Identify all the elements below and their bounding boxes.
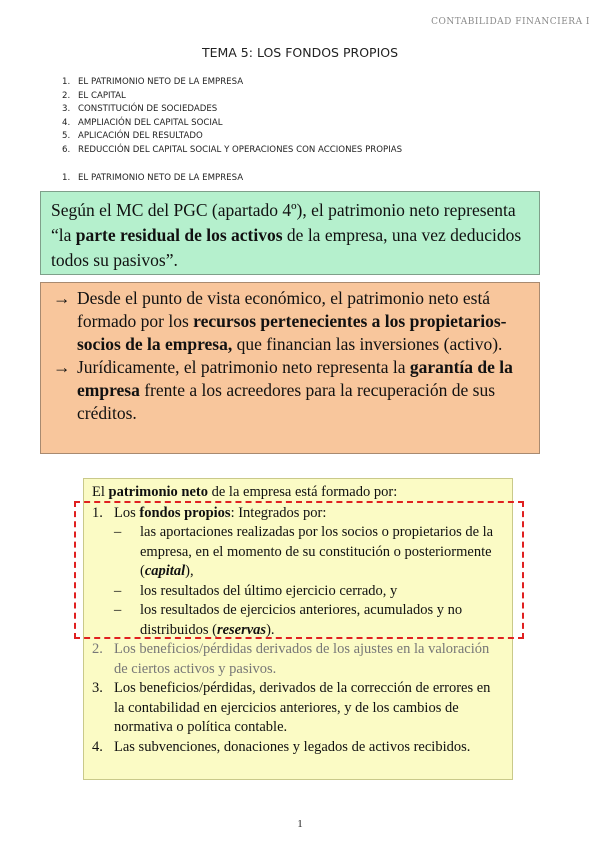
- composition-item-errores: [92, 679, 504, 738]
- item-emphasis: fondos propios: [139, 504, 231, 521]
- definition-text-end: de la empresa, una vez deducidos todos su pasivos”.: [51, 225, 522, 270]
- composition-item-subvenciones: [92, 738, 504, 758]
- toc-item-label: APLICACIÓN DEL RESULTADO: [78, 131, 203, 141]
- toc-item: [62, 76, 402, 90]
- legal-text-end: frente a los acreedores para la recuperación de sus créditos.: [77, 380, 496, 423]
- sub-item-emphasis: capital: [144, 563, 186, 579]
- arrow-right-icon: →: [53, 288, 71, 308]
- legal-emphasis: garantía de la empresa: [77, 357, 513, 400]
- sub-item-text: los resultados del último ejercicio cerrado, y: [140, 582, 398, 599]
- economic-emphasis: recursos pertenecientes a los propietarios-socios de la empresa,: [77, 311, 507, 354]
- item-number: 2.: [92, 641, 103, 657]
- sub-item-text: los resultados de ejercicios anteriores, acumulados y no distribuidos (: [140, 602, 463, 638]
- toc-item-number: 4.: [62, 117, 71, 128]
- legal-perspective: [53, 356, 533, 425]
- toc-item-number: 3.: [62, 104, 71, 114]
- perspectives-box: [40, 282, 540, 454]
- toc-item: [62, 90, 402, 104]
- toc-item: [62, 130, 402, 144]
- section-label: EL PATRIMONIO NETO DE LA EMPRESA: [78, 173, 244, 183]
- section-number: 1.: [62, 173, 71, 183]
- running-header: CONTABILIDAD FINANCIERA I: [431, 17, 590, 27]
- definition-emphasis: parte residual de los activos: [75, 225, 283, 245]
- legal-text: Jurídicamente, el patrimonio neto representa la: [77, 357, 410, 377]
- section-heading: [62, 173, 243, 183]
- toc-item-number: 5.: [62, 131, 71, 141]
- item-text: Los beneficios/pérdidas, derivados de la corrección de errores en la contabilidad en ejercicios anteriores, y de los cambios de normativa o política contable.: [114, 680, 491, 735]
- toc-item-number: 2.: [62, 90, 71, 101]
- dash-bullet: –: [114, 524, 122, 540]
- intro-text: El: [92, 484, 109, 500]
- composition-intro: [92, 483, 504, 503]
- dash-bullet: –: [114, 582, 122, 599]
- sub-item-text-end: ),: [185, 563, 194, 579]
- sub-item-text-end: ).: [266, 621, 275, 638]
- economic-perspective: [53, 287, 533, 356]
- toc-item: [62, 144, 402, 158]
- item-number: 3.: [92, 680, 103, 696]
- toc-item-label: AMPLIACIÓN DEL CAPITAL SOCIAL: [78, 117, 223, 128]
- intro-text-end: de la empresa está formado por:: [208, 484, 398, 500]
- toc-item-label: CONSTITUCIÓN DE SOCIEDADES: [78, 104, 218, 114]
- dash-bullet: –: [114, 602, 122, 618]
- toc-item-label: EL PATRIMONIO NETO DE LA EMPRESA: [78, 77, 244, 87]
- page-number: 1: [297, 818, 303, 830]
- item-text: Los: [114, 504, 140, 521]
- toc-item-label: EL CAPITAL: [78, 90, 126, 101]
- toc-item-number: 6.: [62, 144, 71, 155]
- item-number: 1.: [92, 504, 103, 521]
- toc-item: [62, 117, 402, 131]
- sub-item-text: las aportaciones realizadas por los socios o propietarios de la empresa, en el momento de su constitución o posteriormente (: [140, 524, 494, 579]
- item-number: 4.: [92, 738, 103, 755]
- table-of-contents: [62, 76, 402, 157]
- item-text: Los beneficios/pérdidas derivados de los ajustes en la valoración de ciertos activos y pasivos.: [114, 641, 490, 677]
- definition-text: Según el MC del PGC (apartado 4º), el patrimonio neto representa “la: [51, 200, 516, 245]
- toc-item-number: 1.: [62, 77, 71, 87]
- item-text-end: : Integrados por:: [230, 504, 327, 521]
- definition-box: [40, 191, 540, 275]
- economic-text: Desde el punto de vista económico, el patrimonio neto está formado por los: [77, 288, 491, 331]
- toc-item-label: REDUCCIÓN DEL CAPITAL SOCIAL Y OPERACIONES CON ACCIONES PROPIAS: [78, 144, 403, 155]
- economic-text-end: que financian las inversiones (activo).: [232, 334, 503, 354]
- fondos-propios-highlight-frame: [74, 501, 524, 639]
- page-title: TEMA 5: LOS FONDOS PROPIOS: [201, 45, 399, 60]
- toc-item: [62, 103, 402, 117]
- composition-item-ajustes: [92, 640, 504, 679]
- sub-item-emphasis: reservas: [216, 621, 267, 638]
- arrow-right-icon: →: [53, 357, 71, 377]
- item-text: Las subvenciones, donaciones y legados de activos recibidos.: [114, 738, 471, 755]
- intro-emphasis: patrimonio neto: [108, 484, 208, 500]
